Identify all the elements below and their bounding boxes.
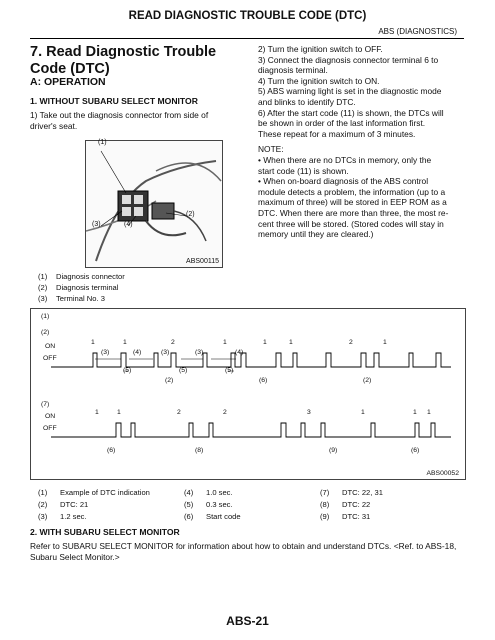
fig2-legend-8-text: DTC: 22 xyxy=(342,500,371,509)
start-code-label-c: (6) xyxy=(411,447,420,454)
time-5c: (5) xyxy=(225,367,234,374)
diagram-label-1: (1) xyxy=(41,313,50,320)
note-line-7: cent three will be stored. (Stored codes will stay in xyxy=(258,218,444,229)
time-3a: (3) xyxy=(101,349,110,356)
fig2-legend-2-text: DTC: 21 xyxy=(60,500,89,509)
fig2-legend-2-num: (2) xyxy=(38,500,48,509)
section-heading: 7. Read Diagnostic Trouble Code (DTC) xyxy=(30,44,217,77)
digit2-2a: 2 xyxy=(177,409,181,416)
step-6c: These repeat for a maximum of 3 minutes. xyxy=(258,128,416,139)
digit-1a: 1 xyxy=(91,339,95,346)
step-5a: 5) ABS warning light is set in the diagnostic mode xyxy=(258,86,442,97)
fig1-code: ABS00115 xyxy=(186,258,219,265)
timing-waveforms xyxy=(31,309,465,479)
time-3c: (3) xyxy=(195,349,204,356)
fig1-label-1: (1) xyxy=(98,139,107,146)
step-2: 2) Turn the ignition switch to OFF. xyxy=(258,44,383,54)
fig2-legend-9-num: (9) xyxy=(320,512,330,521)
fig1-legend-2-num: (2) xyxy=(38,283,48,292)
fig1-label-4: (4) xyxy=(124,221,133,228)
diagram-label-2: (2) xyxy=(41,329,50,336)
fig2-code: ABS00052 xyxy=(426,470,459,477)
digit-1f: 1 xyxy=(383,339,387,346)
fig2-legend-7-text: DTC: 22, 31 xyxy=(342,488,383,497)
subheading-with-monitor: 2. WITH SUBARU SELECT MONITOR xyxy=(30,527,180,537)
digit2-1a: 1 xyxy=(95,409,99,416)
dtc22-label: (8) xyxy=(195,447,204,454)
header-rule xyxy=(30,38,464,39)
note-line-3: • When on-board diagnosis of the ABS control xyxy=(258,176,429,187)
step-6b: be shown in order of the last information first. xyxy=(258,118,426,129)
section-label: ABS (DIAGNOSTICS) xyxy=(378,27,457,36)
digit2-1b: 1 xyxy=(117,409,121,416)
note-line-5: maximum of three) will be stored in EEP ROM as a xyxy=(258,197,447,208)
digit-2a: 2 xyxy=(171,339,175,346)
fig2-legend-8-num: (8) xyxy=(320,500,330,509)
on-label-2: ON xyxy=(45,413,56,420)
digit2-2b: 2 xyxy=(223,409,227,416)
step-4: 4) Turn the ignition switch to ON. xyxy=(258,75,380,86)
start-code-label-a: (6) xyxy=(259,377,268,384)
step-3b: diagnosis terminal. xyxy=(258,65,328,76)
on-label-1: ON xyxy=(45,343,56,350)
fig2-legend-3-text: 1.2 sec. xyxy=(60,512,87,521)
right-steps xyxy=(258,44,468,240)
fig1-legend-1-num: (1) xyxy=(38,272,48,281)
fig1-label-3: (3) xyxy=(92,221,101,228)
page-header-title: READ DIAGNOSTIC TROUBLE CODE (DTC) xyxy=(128,10,367,22)
time-4b: (4) xyxy=(235,349,244,356)
digit-1b: 1 xyxy=(123,339,127,346)
digit2-1e: 1 xyxy=(427,409,431,416)
fig2-legend-1-num: (1) xyxy=(38,488,48,497)
time-5b: (5) xyxy=(179,367,188,374)
diagram-label-7: (7) xyxy=(41,401,50,408)
fig1-legend-2-text: Diagnosis terminal xyxy=(56,283,119,292)
dtc-label-2a: (2) xyxy=(165,377,174,384)
fig2-legend-3-num: (3) xyxy=(38,512,48,521)
digit-1e: 1 xyxy=(289,339,293,346)
digit2-3: 3 xyxy=(307,409,311,416)
dtc31-label: (9) xyxy=(329,447,338,454)
dtc-timing-diagram xyxy=(30,308,466,480)
off-label-1: OFF xyxy=(43,355,57,362)
note-line-1: • When there are no DTCs in memory, only the xyxy=(258,154,432,165)
digit-2b: 2 xyxy=(349,339,353,346)
fig2-legend-6-num: (6) xyxy=(184,512,194,521)
time-5a: (5) xyxy=(123,367,132,374)
fig2-legend-9-text: DTC: 31 xyxy=(342,512,371,521)
fig1-label-2: (2) xyxy=(186,211,195,218)
fig2-legend-1-text: Example of DTC indication xyxy=(60,488,150,497)
fig2-legend-5-num: (5) xyxy=(184,500,194,509)
fig2-legend-7-num: (7) xyxy=(320,488,330,497)
note-line-6: DTC. When there are more than three, the most re- xyxy=(258,207,449,218)
fig1-legend-1-text: Diagnosis connector xyxy=(56,272,125,281)
diagnosis-connector-figure xyxy=(85,140,223,268)
note-line-8: memory until they are cleared.) xyxy=(258,229,374,240)
page-number: ABS-21 xyxy=(226,614,269,628)
fig2-legend-4-text: 1.0 sec. xyxy=(206,488,233,497)
step-1-text: 1) Take out the diagnosis connector from side of driver's seat. xyxy=(30,110,209,131)
fig1-legend-3-num: (3) xyxy=(38,294,48,303)
digit2-1c: 1 xyxy=(361,409,365,416)
connector-illustration xyxy=(86,141,222,267)
note-title: NOTE: xyxy=(258,144,284,155)
digit-1c: 1 xyxy=(223,339,227,346)
step-3a: 3) Connect the diagnosis connector terminal 6 to xyxy=(258,54,439,65)
start-code-label-b: (6) xyxy=(107,447,116,454)
fig2-legend-5-text: 0.3 sec. xyxy=(206,500,233,509)
subheading-operation: A: OPERATION xyxy=(30,76,106,88)
step-2-text: Refer to SUBARU SELECT MONITOR for information about how to obtain and understand DTCs. <Ref. to ABS-18, Subaru Select Monitor.> xyxy=(30,541,457,562)
time-4a: (4) xyxy=(133,349,142,356)
dtc-label-2b: (2) xyxy=(363,377,372,384)
note-line-2: start code (11) is shown. xyxy=(258,165,349,176)
time-3b: (3) xyxy=(161,349,170,356)
subheading-without-monitor: 1. WITHOUT SUBARU SELECT MONITOR xyxy=(30,96,198,106)
step-6a: 6) After the start code (11) is shown, the DTCs will xyxy=(258,107,444,118)
digit-1d: 1 xyxy=(263,339,267,346)
fig1-legend-3-text: Terminal No. 3 xyxy=(56,294,105,303)
digit2-1d: 1 xyxy=(413,409,417,416)
fig2-legend-4-num: (4) xyxy=(184,488,194,497)
note-line-4: module detects a problem, the information (up to a xyxy=(258,186,446,197)
off-label-2: OFF xyxy=(43,425,57,432)
fig2-legend-6-text: Start code xyxy=(206,512,241,521)
step-5b: and blinks to identify DTC. xyxy=(258,96,356,107)
